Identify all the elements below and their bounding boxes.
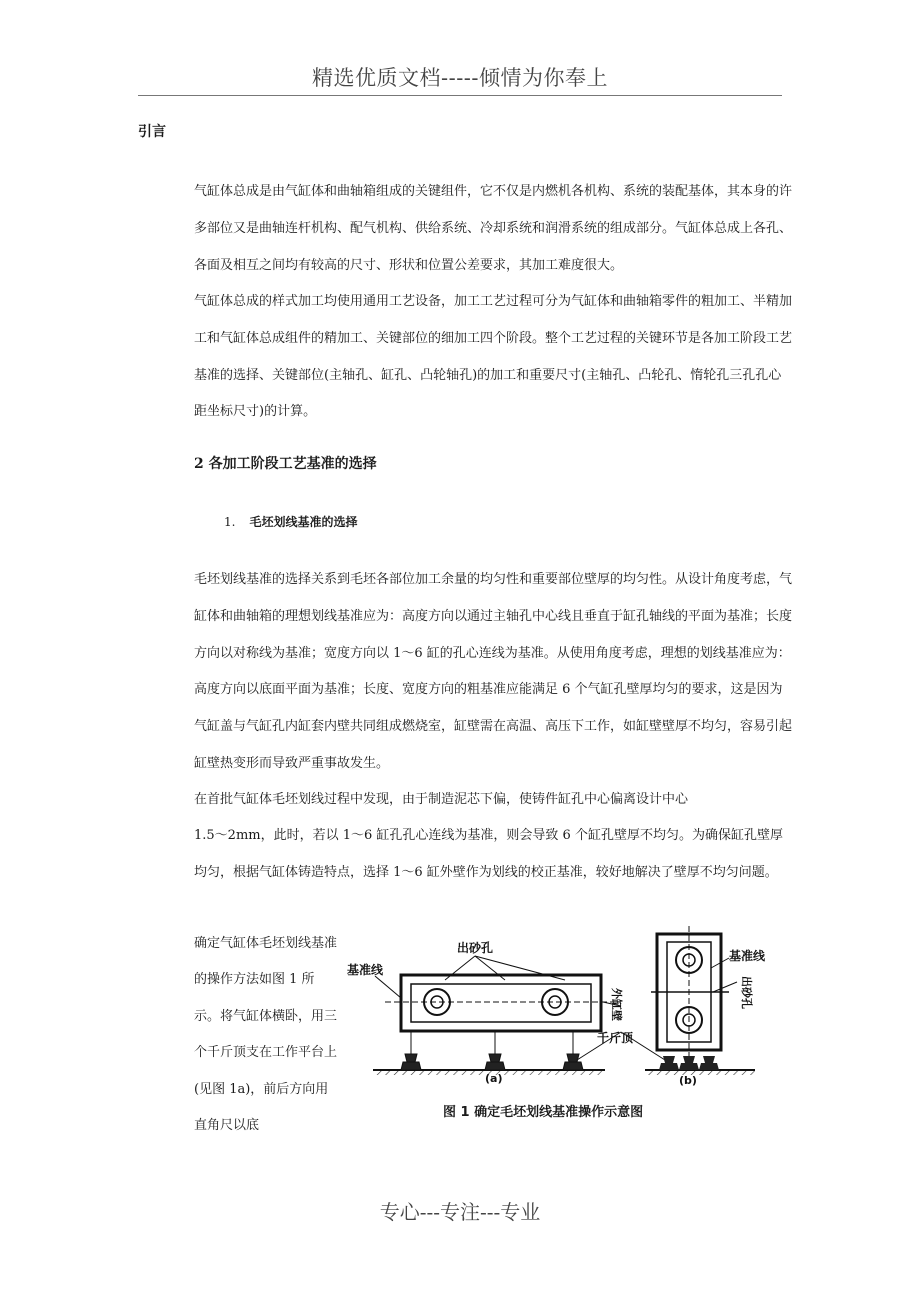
section-paragraph-3: 1.5～2mm，此时，若以 1～6 缸孔孔心连线为基准，则会导致 6 个缸孔壁厚不均匀。为确保缸孔壁厚均匀，根据气缸体铸造特点，选择 1～6 缸外壁作为划线的校正基准，较好地解决了壁厚不均匀问题。 xyxy=(194,828,783,880)
label-sand-hole: 出砂孔 xyxy=(457,941,494,955)
bore-circle-a-right xyxy=(542,989,568,1015)
bore-circle-b-top xyxy=(676,947,702,973)
label-jack: 千斤顶 xyxy=(597,1031,634,1045)
label-datum-line-b: 基准线 xyxy=(729,949,765,963)
page-header: 精选优质文档-----倾情为你奉上 xyxy=(312,66,608,90)
jack-a-3 xyxy=(563,1031,583,1070)
label-b: (b) xyxy=(679,1074,697,1087)
intro-paragraph-1: 气缸体总成是由气缸体和曲轴箱组成的关键组件，它不仅是内燃机各机构、系统的装配基体，其本身的许多部位又是曲轴连杆机构、配气机构、供给系统、冷却系统和润滑系统的组成部分。气缸体总成上各孔、各面及相互之间均有较高的尺寸、形状和位置公差要求，其加工难度很大。 xyxy=(194,184,793,273)
section-paragraph-2: 在首批气缸体毛坯划线过程中发现，由于制造泥芯下偏，使铸件缸孔中心偏离设计中心 xyxy=(194,792,689,807)
label-sand-hole-b: 出砂孔 xyxy=(740,976,753,1009)
label-outer-wall: 外缸壁 xyxy=(610,988,623,1021)
figure-1-diagram xyxy=(345,920,765,1100)
header-rule xyxy=(138,95,782,96)
intro-paragraph-2: 气缸体总成的样式加工均使用通用工艺设备，加工工艺过程可分为气缸体和曲轴箱零件的粗加工、半精加工和气缸体总成组件的精加工、关键部位的细加工四个阶段。整个工艺过程的关键环节是各加工阶段工艺基准的选择、关键部位(主轴孔、缸孔、凸轮轴孔)的加工和重要尺寸(主轴孔、凸轮孔、惰轮孔三孔孔心距坐标尺寸)的计算。 xyxy=(194,294,793,420)
intro-heading: 引言 xyxy=(138,124,166,140)
subsection-title: 毛坯划线基准的选择 xyxy=(249,515,358,529)
subsection-heading xyxy=(224,513,357,530)
jack-a-1 xyxy=(401,1031,421,1070)
bore-circle-a-left xyxy=(424,989,450,1015)
figure-caption: 图 1 确定毛坯划线基准操作示意图 xyxy=(443,1105,644,1120)
jack-b-1 xyxy=(659,1050,679,1070)
subsection-number: 1. xyxy=(224,515,236,529)
label-datum-line-a: 基准线 xyxy=(347,963,384,977)
section-heading: 2 各加工阶段工艺基准的选择 xyxy=(194,456,377,472)
side-paragraph: 确定气缸体毛坯划线基准的操作方法如图 1 所示。将气缸体横卧，用三个千斤顶支在工作平台上(见图 1a)，前后方向用直角尺以底 xyxy=(194,936,338,1134)
page-footer: 专心---专注---专业 xyxy=(379,1200,541,1224)
section-paragraph-1: 毛坯划线基准的选择关系到毛坯各部位加工余量的均匀性和重要部位壁厚的均匀性。从设计角度考虑，气缸体和曲轴箱的理想划线基准应为：高度方向以通过主轴孔中心线且垂直于缸孔轴线的平面为基准；长度方向以对称线为基准；宽度方向以 1～6 缸的孔心连线为基准。从使用角度考虑，理想的划线基准应为：高度方向以底面平面为基准；长度、宽度方向的粗基准应能满足 6 个气缸孔壁厚均匀的要求，这是因为气缸盖与气缸孔内缸套内壁共同组成燃烧室，缸壁需在高温、高压下工作，如缸壁壁厚不均匀，容易引起缸壁热变形而导致严重事故发生。 xyxy=(194,572,793,771)
jack-a-2 xyxy=(485,1031,505,1070)
label-a: (a) xyxy=(485,1072,503,1085)
jack-b-3 xyxy=(699,1050,719,1070)
